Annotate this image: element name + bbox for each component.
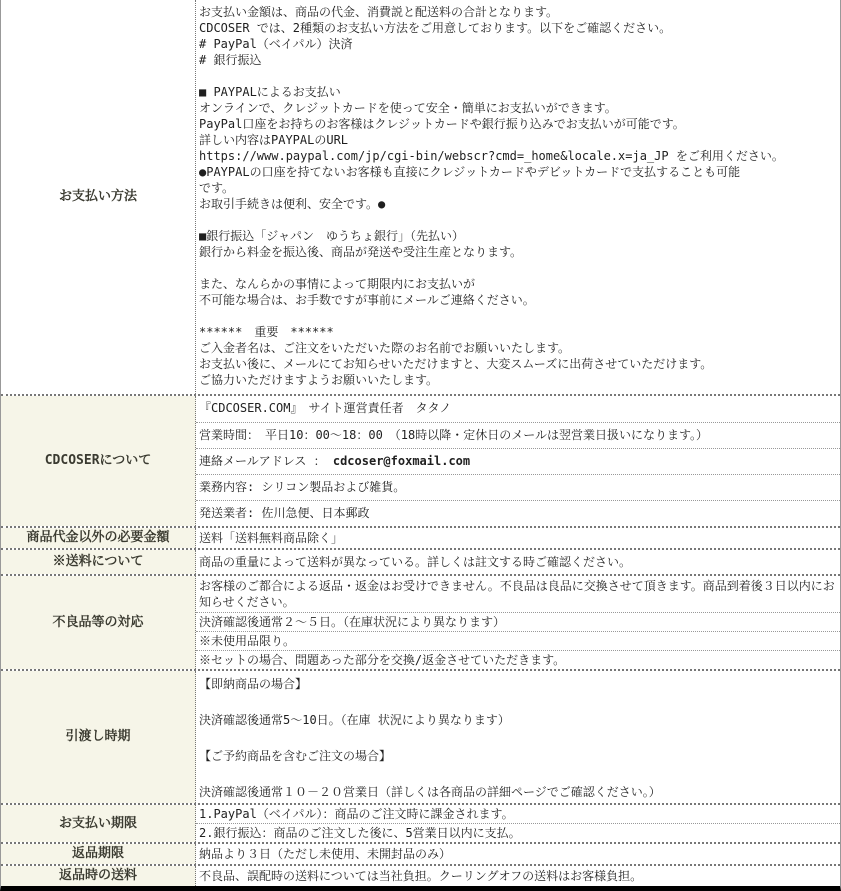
row-delivery-time xyxy=(1,669,840,803)
defective-set-note: ※セットの場合、問題あった部分を交換/返金させていただきます。 xyxy=(196,650,840,669)
shipping-note-content xyxy=(196,550,840,574)
row-label-text: お支払い期限 xyxy=(58,815,137,831)
text-line: https://www.paypal.com/jp/cgi-bin/webscr?cmd=_home&locale.x=ja_JP をご利用ください。 xyxy=(199,149,784,163)
extra-fees-content xyxy=(196,528,840,548)
payment-deadline-paypal: 1.PayPal（ベイパル）：商品のご注文時に課金されます。 xyxy=(199,807,514,821)
text-line: お支払い金額は、商品の代金、消費説と配送料の合計となります。 xyxy=(199,5,559,19)
return-deadline-text: 納品より３日（ただし未使用、未開封品のみ） xyxy=(199,847,452,861)
payment-deadline-bank: 2.銀行振込：商品のご注文した後に、5営業日以内に支払。 xyxy=(196,823,840,842)
text-line: PayPal口座をお持ちのお客様はクレジットカードや銀行振り込みでお支払いが可能です。 xyxy=(199,117,685,131)
text-line xyxy=(199,729,837,747)
about-shipping-carriers: 発送業者: 佐川急便、日本郵政 xyxy=(196,500,840,526)
return-shipping-cost-content xyxy=(196,866,840,886)
text-line xyxy=(199,765,837,783)
row-label-return-deadline xyxy=(1,844,196,864)
text-line: 決済確認後通常１０－２０営業日（詳しくは各商品の詳細ページでご確認ください。） xyxy=(199,785,661,799)
row-payment-method xyxy=(1,0,840,394)
row-defective-items xyxy=(1,574,840,669)
contact-email-label: 連絡メールアドレス ： xyxy=(199,454,333,468)
shipping-note-text: 商品の重量によって送料が異なっている。詳しくは註文する時ご確認ください。 xyxy=(199,555,632,569)
row-label-delivery-time xyxy=(1,671,196,803)
text-line xyxy=(199,693,837,711)
row-label-text: 引渡し時期 xyxy=(65,729,131,744)
text-line: 不可能な場合は、お手数ですが事前にメールご連絡ください。 xyxy=(199,293,535,307)
return-deadline-content xyxy=(196,844,840,864)
text-line: 決済確認後通常5～10日。（在庫 状況により異なります） xyxy=(199,713,510,727)
text-line: CDCOSER では、2種類のお支払い方法をご用意しております。以下をご確認ください。 xyxy=(199,21,672,35)
defective-policy-text: お客様のご都合による返品・返金はお受けできません。不良品は良品に交換させて頂きます。商品到着後３日以内にお知らせください。 xyxy=(199,579,835,609)
row-extra-fees xyxy=(1,526,840,548)
row-label-text: 商品代金以外の必要金額 xyxy=(26,530,170,545)
text-line: ■銀行振込「ジャパン ゆうちょ銀行」（先払い） xyxy=(199,229,464,243)
text-line: ご協力いただけますようお願いいたします。 xyxy=(199,373,439,387)
row-label-text: お支払い方法 xyxy=(58,189,137,204)
row-label-text: 不良品等の対応 xyxy=(52,614,144,630)
row-label-text: ※送料について xyxy=(52,554,144,569)
text-line: ■ PAYPALによるお支払い xyxy=(199,85,341,99)
row-label-payment-deadline xyxy=(1,805,196,842)
row-label-defective-items xyxy=(1,576,196,669)
defective-unused-only-note: ※未使用品限り。 xyxy=(196,631,840,650)
text-line: お取引手続きは便利、安全です。● xyxy=(199,197,386,211)
row-about-cdcoser xyxy=(1,394,840,526)
text-line: オンラインで、クレジットカードを使って安全・簡単にお支払いができます。 xyxy=(199,101,617,115)
defective-items-content xyxy=(196,576,840,669)
text-line: # 銀行振込 xyxy=(199,53,262,67)
about-site-operator: 『CDCOSER.COM』 サイト運営責任者 タタノ xyxy=(199,401,452,415)
about-cdcoser-content xyxy=(196,396,840,526)
text-line: 【即納商品の場合】 xyxy=(199,677,308,691)
payment-deadline-content xyxy=(196,805,840,842)
defective-processing-time: 決済確認後通常２～５日。（在庫状況により異なります） xyxy=(196,612,840,631)
row-return-shipping-cost xyxy=(1,864,840,886)
contact-email-address: cdcoser@foxmail.com xyxy=(332,454,471,468)
text-line: ご入金者名は、ご注文をいただいた際のお名前でお願いいたします。 xyxy=(199,341,571,355)
text-line xyxy=(199,68,837,84)
row-label-extra-fees xyxy=(1,528,196,548)
text-line xyxy=(199,260,837,276)
about-business-hours: 営業時間： 平日10：00～18：00 （18時以降・定休日のメールは翌営業日扱いになります。） xyxy=(196,422,840,448)
return-shipping-cost-text: 不良品、誤配時の送料については当社負担。クーリングオフの送料はお客様負担。 xyxy=(199,869,643,883)
extra-fees-text: 送料「送料無料商品除く」 xyxy=(199,531,344,545)
row-return-deadline xyxy=(1,842,840,864)
text-line: 詳しい内容はPAYPALのURL xyxy=(199,133,349,147)
text-line: 銀行から料金を振込後、商品が発送や受注生産となります。 xyxy=(199,245,523,259)
text-line xyxy=(199,212,837,228)
text-line: ****** 重要 ****** xyxy=(199,325,334,339)
row-label-shipping-note xyxy=(1,550,196,574)
row-label-text: CDCOSERについて xyxy=(44,453,152,468)
text-line xyxy=(199,308,837,324)
about-contact-email-row xyxy=(196,448,840,474)
row-payment-deadline xyxy=(1,803,840,842)
row-label-text: 返品時の送料 xyxy=(58,868,137,883)
text-line: お支払い後に、メールにてお知らせいただけますと、大変スムーズに出荷させていただけます。 xyxy=(199,357,713,371)
row-label-text: 返品期限 xyxy=(71,846,124,861)
row-shipping-note xyxy=(1,548,840,574)
text-line: また、なんらかの事情によって期限内にお支払いが xyxy=(199,277,476,291)
row-label-return-shipping-cost xyxy=(1,866,196,886)
text-line: ●PAYPALの口座を持てないお客様も直接にクレジットカードやデビットカードで支払することも可能 xyxy=(199,165,741,179)
text-line: # PayPal（ベイパル）決済 xyxy=(199,37,353,51)
delivery-time-text xyxy=(196,671,840,803)
text-line: です。 xyxy=(199,181,235,195)
row-label-payment-method xyxy=(1,0,196,394)
row-label-about-cdcoser xyxy=(1,396,196,526)
text-line: 【ご予約商品を含むご注文の場合】 xyxy=(199,749,392,763)
about-business-description: 業務内容: シリコン製品および雑貨。 xyxy=(196,474,840,500)
payment-method-text xyxy=(196,0,840,394)
